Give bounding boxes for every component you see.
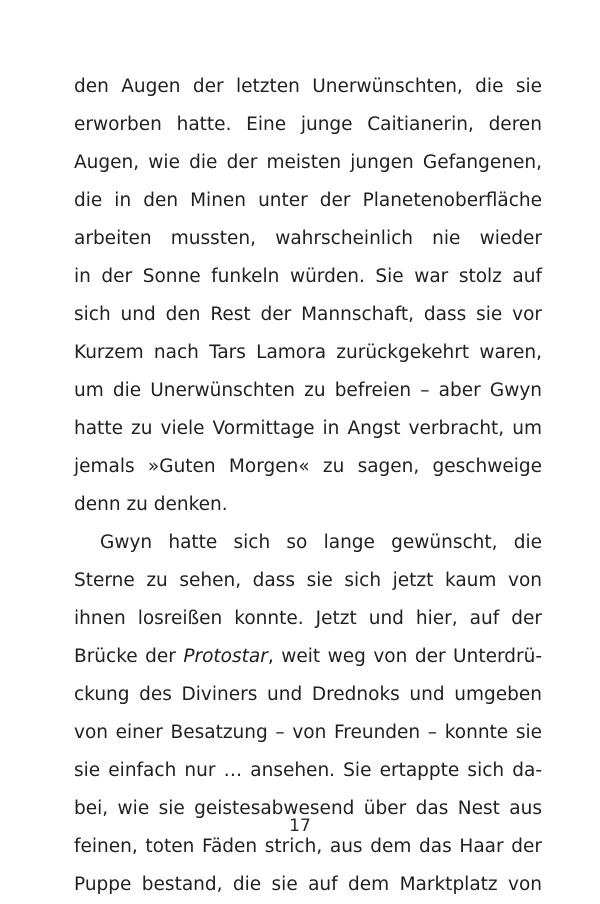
italic-ship-name: Protostar bbox=[183, 646, 268, 667]
text-line: Kurzem nach Tars Lamora zurückgekehrt waren, bbox=[74, 342, 542, 363]
text-line: um die Unerwünschten zu befreien – aber Gwyn bbox=[74, 380, 542, 401]
text-segment: , weit weg von der Unterdrü- bbox=[267, 646, 542, 667]
text-line: erworben hatte. Eine junge Caitianerin, deren bbox=[74, 114, 542, 135]
text-line: arbeiten mussten, wahrscheinlich nie wieder bbox=[74, 228, 542, 249]
text-line: Puppe bestand, die sie auf dem Marktplatz von bbox=[74, 874, 542, 895]
text-line: ckung des Diviners und Drednoks und umgeben bbox=[74, 684, 542, 705]
paragraph-start-line: Gwyn hatte sich so lange gewünscht, die bbox=[100, 532, 542, 553]
paragraph-end-line: denn zu denken. bbox=[74, 494, 228, 515]
text-line: Augen, wie die der meisten jungen Gefangenen, bbox=[74, 152, 542, 173]
text-line: ihnen losreißen konnte. Jetzt und hier, auf der bbox=[74, 608, 542, 629]
text-line: sich und den Rest der Mannschaft, dass sie vor bbox=[74, 304, 542, 325]
text-segment: Brücke der bbox=[74, 646, 184, 667]
text-line: jemals »Guten Morgen« zu sagen, geschweige bbox=[74, 456, 542, 477]
text-line: feinen, toten Fäden strich, aus dem das Haar der bbox=[74, 836, 542, 857]
text-line: den Augen der letzten Unerwünschten, die sie bbox=[74, 76, 542, 97]
text-line: in der Sonne funkeln würden. Sie war stolz auf bbox=[74, 266, 542, 287]
body-text bbox=[74, 68, 542, 904]
text-line: bei, wie sie geistesabwesend über das Nest aus bbox=[74, 798, 542, 819]
text-line-with-italic bbox=[74, 638, 542, 676]
page-number: 17 bbox=[289, 816, 311, 836]
text-line: Sterne zu sehen, dass sie sich jetzt kaum von bbox=[74, 570, 542, 591]
text-line: sie einfach nur … ansehen. Sie ertappte sich da- bbox=[74, 760, 542, 781]
text-line: von einer Besatzung – von Freunden – konnte sie bbox=[74, 722, 542, 743]
text-line: die in den Minen unter der Planetenoberfläche bbox=[74, 190, 542, 211]
text-line: hatte zu viele Vormittage in Angst verbracht, um bbox=[74, 418, 542, 439]
